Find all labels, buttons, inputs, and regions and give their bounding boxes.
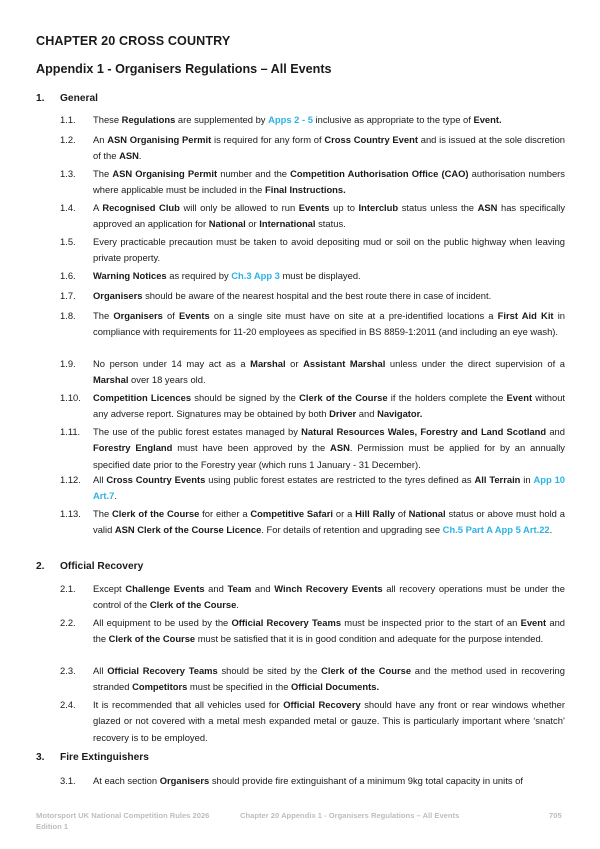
rule-text <box>93 288 565 304</box>
bold-term: Clerk of the Course <box>112 508 200 519</box>
text-run: or <box>285 358 304 369</box>
text-run: number and the <box>217 168 291 179</box>
text-run: The <box>93 168 113 179</box>
rule-number: 1.11. <box>60 426 81 437</box>
text-run: as required by <box>166 270 232 281</box>
rule-text <box>93 773 565 789</box>
rule-number: 1.7. <box>60 290 76 301</box>
text-run: should be signed by the <box>191 392 300 403</box>
bold-term: Marshal <box>250 358 286 369</box>
bold-term: National <box>408 508 446 519</box>
footer-chapter: Chapter 20 Appendix 1 - Organisers Regulations – All Events <box>240 811 460 820</box>
rule-item <box>60 663 565 696</box>
rule-number: 1.3. <box>60 168 76 179</box>
bold-term: Official Documents. <box>291 681 380 693</box>
cross-reference-link[interactable]: Apps 2 - 5 <box>268 114 313 125</box>
bold-term: Clerk of the Course <box>321 665 412 676</box>
text-run: It is recommended that all vehicles used for <box>93 699 284 710</box>
text-run: without any adverse report. Signatures may be obtained by both <box>93 392 566 420</box>
bold-term: Regulations <box>121 114 176 125</box>
bold-term: Clerk of the Course <box>108 633 196 645</box>
text-run: A <box>93 202 103 213</box>
bold-term: Competition Licences <box>93 392 192 403</box>
text-run: status or above must hold a valid <box>93 508 565 536</box>
bold-term: Warning Notices <box>93 270 167 281</box>
text-run: if the holders complete the <box>387 392 507 403</box>
rule-number: 2.2. <box>60 617 76 628</box>
text-run: in <box>520 474 534 485</box>
text-run: over 18 years old. <box>128 374 206 386</box>
text-run: All equipment to be used by the <box>93 617 232 628</box>
footer-publication: Motorsport UK National Competition Rules 2026 Edition 1 <box>36 811 210 831</box>
cross-reference-link[interactable]: App 10 Art.7 <box>93 474 566 502</box>
bold-term: ASN <box>477 202 498 213</box>
rule-text <box>93 697 565 746</box>
text-run: of <box>395 508 409 519</box>
rule-item <box>60 288 565 304</box>
text-run: all recovery operations must be under the control of the <box>93 583 565 611</box>
rule-number: 1.5. <box>60 236 76 247</box>
bold-term: Organisers <box>113 310 163 321</box>
text-run: will only be allowed to run <box>179 202 299 213</box>
text-run: must have been approved by the <box>172 442 331 454</box>
text-run: or <box>245 218 260 230</box>
bold-term: Team <box>227 583 252 594</box>
text-run: Every practicable precaution must be taken to avoid depositing mud or soil on the public highway when leaving private property. <box>93 236 565 264</box>
bold-term: Recognised Club <box>102 202 180 213</box>
bold-term: Assistant Marshal <box>303 358 386 369</box>
bold-term: ASN <box>330 442 350 454</box>
bold-term: Events <box>178 310 210 321</box>
bold-term: Winch Recovery Events <box>274 583 383 594</box>
bold-term: Interclub <box>358 202 399 213</box>
text-run: must be inspected prior to the start of an <box>341 617 521 628</box>
text-run: and <box>251 583 275 594</box>
rule-item <box>60 268 565 284</box>
bold-term: ASN Clerk of the Course Licence <box>114 524 262 536</box>
rule-text <box>93 506 565 539</box>
bold-term: Event <box>520 617 547 628</box>
rule-text <box>93 234 565 267</box>
rule-text <box>93 615 565 648</box>
text-run: up to <box>329 202 359 213</box>
text-run: . <box>236 599 239 611</box>
rule-item <box>60 697 565 746</box>
bold-term: First Aid Kit <box>497 310 554 321</box>
rule-text <box>93 424 565 473</box>
bold-term: Cross Country Events <box>106 474 206 485</box>
bold-term: Organisers <box>159 775 210 786</box>
bold-term: Official Recovery Teams <box>107 665 218 676</box>
text-run: status unless the <box>398 202 478 213</box>
rule-number: 1.12. <box>60 474 81 485</box>
text-run: in compliance with requirements for 11-20 employees as specified in BS 8859-1:2011 (and including an eye wash). <box>93 310 565 338</box>
text-run: and <box>204 583 228 594</box>
text-run: An <box>93 134 108 145</box>
bold-term: Clerk of the Course <box>149 599 237 611</box>
text-run: The use of the public forest estates managed by <box>93 426 302 437</box>
rule-number: 1.8. <box>60 310 76 321</box>
text-run: . <box>549 524 553 536</box>
rule-item <box>60 308 565 341</box>
text-run: The <box>93 310 114 321</box>
bold-term: Organisers <box>93 290 143 301</box>
text-run: should have any front or rear windows whether glazed or not covered with a metal mesh expanded metal or gauze. This is particularly important where ‘snatch’ recovery is to be employed. <box>93 699 565 743</box>
rule-text <box>93 663 565 696</box>
rule-item <box>60 132 565 165</box>
text-run: or a <box>333 508 356 519</box>
bold-term: ASN <box>119 150 139 162</box>
text-run: These <box>93 114 122 125</box>
bold-term: Hill Rally <box>355 508 396 519</box>
text-run: of <box>162 310 179 321</box>
section-heading-general: 1. General <box>36 93 98 104</box>
text-run: and is issued at the sole discretion of the <box>93 134 566 162</box>
text-run: for either a <box>199 508 251 519</box>
rule-number: 2.3. <box>60 665 76 676</box>
bold-term: Official Recovery Teams <box>231 617 342 628</box>
text-run: authorisation numbers where applicable must be included in the <box>93 168 565 196</box>
rule-number: 1.2. <box>60 134 76 145</box>
bold-term: ASN Organising Permit <box>112 168 218 179</box>
rule-text <box>93 581 565 614</box>
rule-number: 2.4. <box>60 699 76 710</box>
rule-item <box>60 112 565 128</box>
bold-term: Natural Resources Wales, Forestry and Land Scotland <box>301 426 547 437</box>
text-run: No person under 14 may act as a <box>93 358 251 369</box>
text-run: . For details of retention and upgrading see <box>261 524 443 536</box>
text-run: on a single site must have on site at a pre-identified locations a <box>209 310 498 321</box>
text-run: must be specified in the <box>187 681 292 693</box>
text-run: should be aware of the nearest hospital and the best route there in case of incident. <box>142 290 492 301</box>
bold-term: Official Recovery <box>283 699 361 710</box>
rule-item <box>60 472 565 505</box>
rule-number: 2.1. <box>60 583 76 594</box>
rule-text <box>93 390 565 423</box>
rule-item <box>60 773 565 789</box>
bold-term: Events <box>298 202 330 213</box>
rule-number: 1.6. <box>60 270 76 281</box>
rule-item <box>60 356 565 389</box>
rule-item <box>60 234 565 267</box>
text-run: . Permission must be applied for by an annually specified date prior to the Forestry year (which runs 1 January - 31 December). <box>93 442 565 470</box>
rule-number: 1.4. <box>60 202 76 213</box>
text-run: should be sited by the <box>217 665 322 676</box>
text-run: All <box>93 665 108 676</box>
text-run: . <box>114 490 117 502</box>
bold-term: Competitors <box>132 681 188 693</box>
bold-term: Competition Authorisation Office (CAO) <box>290 168 469 179</box>
text-run: . <box>138 150 142 162</box>
text-run: and <box>356 408 378 420</box>
bold-term: Competitive Safari <box>250 508 333 519</box>
text-run: is required for any form of <box>211 134 325 145</box>
text-run: and <box>546 426 565 437</box>
rule-text <box>93 356 565 389</box>
text-run: are supplemented by <box>175 114 269 125</box>
bold-term: Event. <box>473 114 502 125</box>
text-run: has specifically approved an application for <box>93 202 566 230</box>
text-run: and the <box>93 617 565 645</box>
text-run: using public forest estates are restricted to the tyres defined as <box>205 474 475 485</box>
text-run: must be satisfied that it is in good condition and adequate for the purpose intended. <box>195 633 544 645</box>
section-heading-fire-extinguishers: 3. Fire Extinguishers <box>36 752 149 763</box>
appendix-title: Appendix 1 - Organisers Regulations – All Events <box>36 62 332 76</box>
bold-term: National <box>208 218 246 230</box>
rule-item <box>60 615 565 648</box>
text-run: unless under the direct supervision of a <box>385 358 565 369</box>
rule-item <box>60 581 565 614</box>
rule-number: 1.1. <box>60 114 76 125</box>
rule-number: 1.13. <box>60 508 81 519</box>
bold-term: Challenge Events <box>125 583 205 594</box>
bold-term: International <box>259 218 316 230</box>
bold-term: Clerk of the Course <box>299 392 388 403</box>
section-heading-official-recovery: 2. Official Recovery <box>36 561 144 572</box>
bold-term: Cross Country Event <box>324 134 418 145</box>
cross-reference-link[interactable]: Ch.3 App 3 <box>231 270 280 281</box>
text-run: inclusive as appropriate to the type of <box>312 114 474 125</box>
rule-number: 1.9. <box>60 358 76 369</box>
text-run: Except <box>93 583 126 594</box>
bold-term: Event <box>506 392 533 403</box>
footer-page-number: 705 <box>549 811 562 820</box>
bold-term: All Terrain <box>474 474 521 485</box>
bold-term: Navigator. <box>377 408 423 420</box>
text-run: The <box>93 508 113 519</box>
bold-term: Marshal <box>93 374 129 386</box>
rule-text <box>93 166 565 199</box>
rule-text <box>93 308 565 341</box>
text-run: must be displayed. <box>279 270 361 281</box>
rule-number: 3.1. <box>60 775 76 786</box>
text-run: should provide fire extinguishant of a minimum 9kg total capacity in units of <box>209 775 523 786</box>
bold-term: Final Instructions. <box>264 184 346 196</box>
rule-item <box>60 424 565 473</box>
rule-text <box>93 112 565 128</box>
rule-item <box>60 390 565 423</box>
text-run: At each section <box>93 775 160 786</box>
rule-text <box>93 472 565 505</box>
chapter-title: CHAPTER 20 CROSS COUNTRY <box>36 34 231 48</box>
rule-number: 1.10. <box>60 392 81 403</box>
bold-term: Forestry England <box>93 442 173 454</box>
bold-term: Driver <box>329 408 357 420</box>
rule-item <box>60 506 565 539</box>
rule-text <box>93 200 565 233</box>
text-run: status. <box>315 218 346 230</box>
text-run: All <box>93 474 107 485</box>
bold-term: ASN Organising Permit <box>107 134 212 145</box>
rule-text <box>93 268 565 284</box>
rule-item <box>60 166 565 199</box>
rule-item <box>60 200 565 233</box>
cross-reference-link[interactable]: Ch.5 Part A App 5 Art.22 <box>442 524 550 536</box>
text-run: and the method used in recovering stranded <box>93 665 565 693</box>
rule-text <box>93 132 565 165</box>
